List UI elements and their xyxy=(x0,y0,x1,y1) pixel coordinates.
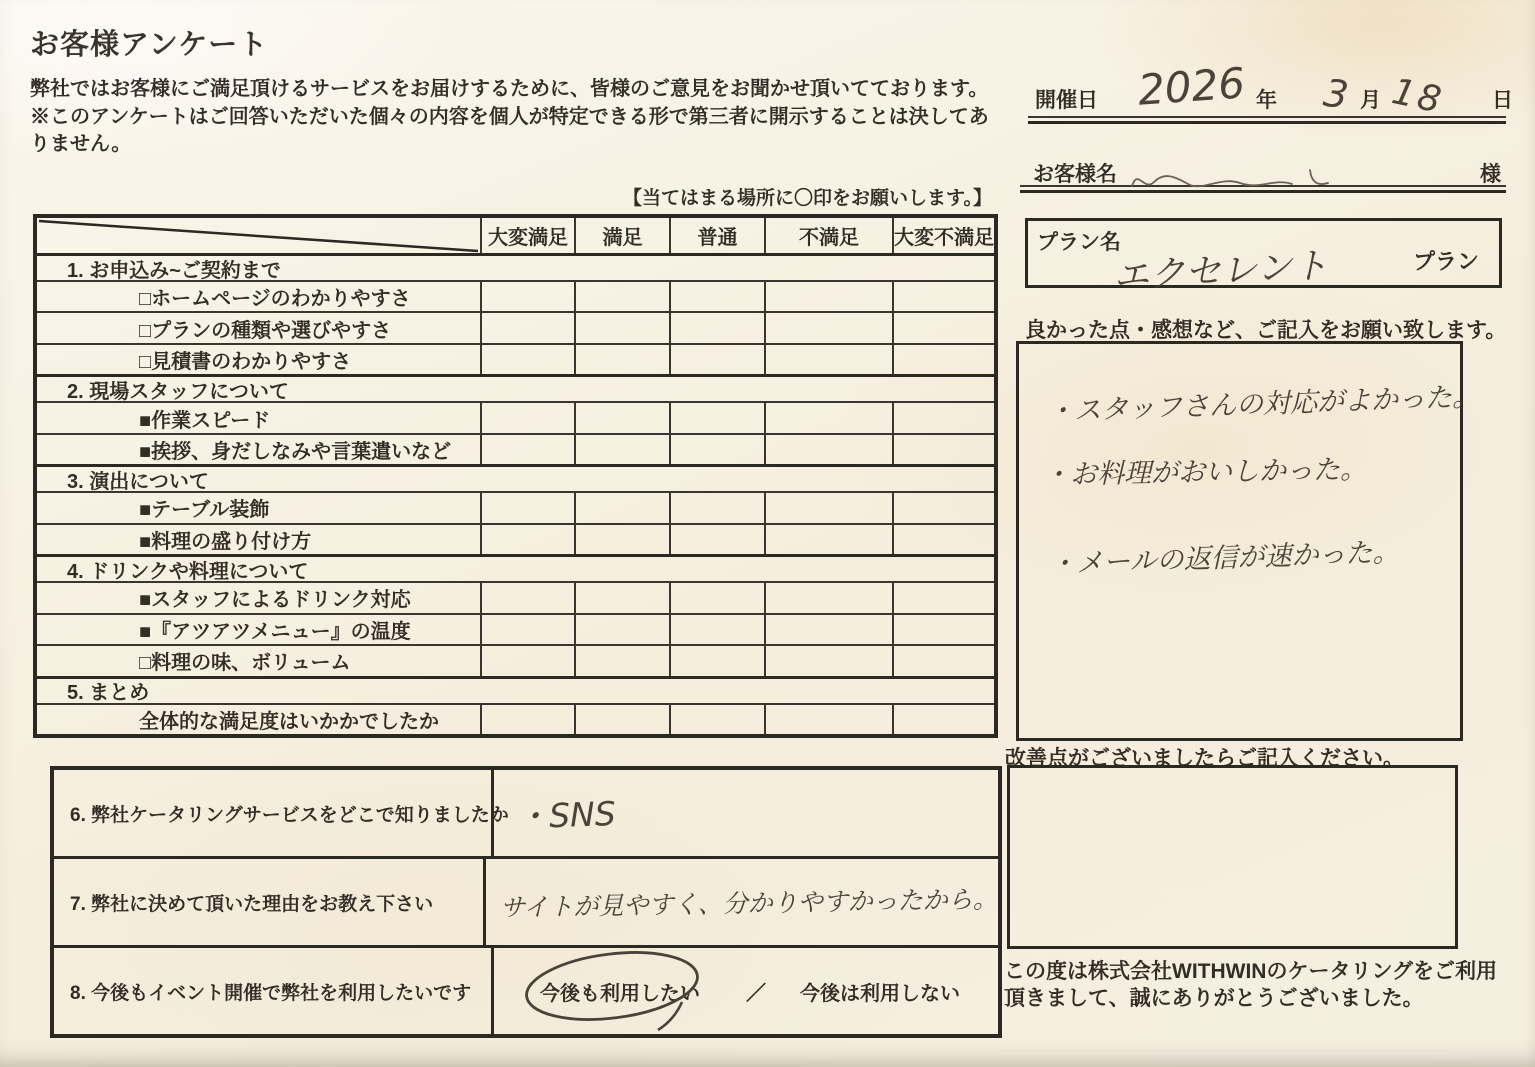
item-label: ■スタッフによるドリンク対応 xyxy=(139,589,411,612)
rating-cell-大変不満足 xyxy=(892,646,994,675)
survey-item-row xyxy=(37,581,994,612)
question-table xyxy=(50,766,1002,1038)
rating-cell-大変不満足 xyxy=(892,313,994,342)
rating-cell-普通 xyxy=(669,435,764,464)
item-label: ■テーブル装飾 xyxy=(139,499,270,522)
section-title: 1. お申込み~ご契約まで xyxy=(67,259,281,282)
item-label: □ホームページのわかりやすさ xyxy=(139,288,411,311)
handwritten-month: 3 xyxy=(1321,70,1352,118)
rating-cell-大変不満足 xyxy=(892,493,994,522)
rating-cell-不満足 xyxy=(764,435,892,464)
item-label: 全体的な満足度はいかかでしたか xyxy=(139,710,439,733)
survey-item-row xyxy=(37,343,994,374)
rating-cell-普通 xyxy=(669,313,764,342)
question-row-6 xyxy=(54,770,998,856)
column-header: 普通 xyxy=(669,218,764,253)
rating-cell-満足 xyxy=(574,525,669,554)
diagonal-line xyxy=(37,218,480,253)
handwritten-comment-line: ・メールの返信が速かった。 xyxy=(1048,536,1401,581)
rating-cell-不満足 xyxy=(764,525,892,554)
option-will-not-use: 今後は利用しない xyxy=(800,982,960,1005)
rating-cell-不満足 xyxy=(764,615,892,644)
rating-cell-満足 xyxy=(574,313,669,342)
handwritten-comment-line: ・スタッフさんの対応がよかった。 xyxy=(1046,381,1480,428)
rating-cell-大変不満足 xyxy=(892,705,994,734)
rating-cell-満足 xyxy=(574,345,669,374)
rating-cell-大変満足 xyxy=(480,435,574,464)
item-label: ■料理の盛り付け方 xyxy=(139,530,312,553)
date-underline xyxy=(1028,116,1506,124)
header-corner-cell xyxy=(37,218,480,253)
rating-cell-大変不満足 xyxy=(892,403,994,432)
rating-cell-普通 xyxy=(669,615,764,644)
section-title: 2. 現場スタッフについて xyxy=(67,380,289,403)
survey-item-row xyxy=(37,613,994,644)
survey-item-row xyxy=(37,401,994,432)
instruction-note: 【当てはまる場所に〇印をお願いします。】 xyxy=(623,188,992,209)
rating-cell-満足 xyxy=(574,493,669,522)
rating-cell-満足 xyxy=(574,583,669,612)
day-suffix: 日 xyxy=(1492,89,1513,112)
rating-cell-大変不満足 xyxy=(892,345,994,374)
rating-cell-満足 xyxy=(574,403,669,432)
rating-cell-不満足 xyxy=(764,403,892,432)
survey-item-row xyxy=(37,644,994,675)
handwritten-comment-line: ・お料理がおいしかった。 xyxy=(1042,454,1368,491)
rating-cell-普通 xyxy=(669,282,764,311)
rating-cell-大変満足 xyxy=(480,705,574,734)
column-header: 不満足 xyxy=(764,218,892,253)
rating-cell-満足 xyxy=(574,282,669,311)
question-label: 6. 弊社ケータリングサービスをどこで知りましたか xyxy=(54,770,494,856)
rating-cell-不満足 xyxy=(764,345,892,374)
survey-item-row xyxy=(37,311,994,342)
item-label: □料理の味、ボリューム xyxy=(139,652,351,675)
option-will-use-again: 今後も利用したい xyxy=(534,977,706,1006)
plan-label: プラン名 xyxy=(1037,231,1121,254)
rating-cell-不満足 xyxy=(764,493,892,522)
intro-line-2: ※このアンケートはご回答いただいた個々の内容を個人が特定できる形で第三者に開示することは決してありません。 xyxy=(30,105,989,156)
rating-cell-大変満足 xyxy=(480,345,574,374)
customer-name-suffix: 様 xyxy=(1480,163,1501,186)
rating-cell-大変不満足 xyxy=(892,583,994,612)
handwritten-circle-mark xyxy=(504,944,724,1034)
section-title: 4. ドリンクや料理について xyxy=(67,560,309,583)
improvement-box xyxy=(1007,765,1458,949)
item-label: ■作業スピード xyxy=(139,409,271,432)
rating-cell-不満足 xyxy=(764,313,892,342)
section-header-row xyxy=(37,676,994,703)
rating-cell-大変満足 xyxy=(480,282,574,311)
month-suffix: 月 xyxy=(1360,89,1381,112)
handwritten-year: 2026 xyxy=(1136,58,1247,115)
rating-cell-大変満足 xyxy=(480,615,574,644)
section-header-row xyxy=(37,374,994,401)
rating-table xyxy=(33,214,998,738)
plan-name-box xyxy=(1025,218,1502,298)
question-row-8 xyxy=(54,945,998,1034)
rating-cell-大変不満足 xyxy=(892,525,994,554)
rating-cell-普通 xyxy=(669,583,764,612)
intro-text xyxy=(30,76,998,159)
item-label: □プランの種類や選びやすさ xyxy=(139,319,392,342)
handwritten-plan-name: エクセレント xyxy=(1112,245,1330,298)
rating-cell-不満足 xyxy=(764,583,892,612)
rating-cell-満足 xyxy=(574,615,669,644)
section-header-row xyxy=(37,253,994,280)
rating-cell-普通 xyxy=(669,403,764,432)
column-header: 大変満足 xyxy=(480,218,574,253)
handwritten-answer-q6: ・SNS xyxy=(515,793,617,836)
rating-cell-大変満足 xyxy=(480,313,574,342)
rating-cell-大変満足 xyxy=(480,525,574,554)
question-label: 8. 今後もイベント開催で弊社を利用したいです xyxy=(54,948,494,1034)
rating-cell-普通 xyxy=(669,493,764,522)
rating-table-header xyxy=(37,218,994,253)
good-points-box xyxy=(1016,341,1480,741)
item-label: ■挨拶、身だしなみや言葉遣いなど xyxy=(139,441,452,464)
year-suffix: 年 xyxy=(1256,89,1277,112)
plan-suffix: プラン xyxy=(1412,249,1479,274)
rating-cell-満足 xyxy=(574,435,669,464)
section-title: 5. まとめ xyxy=(67,682,150,705)
rating-cell-満足 xyxy=(574,646,669,675)
question-row-7 xyxy=(54,856,998,945)
rating-cell-大変満足 xyxy=(480,583,574,612)
customer-name-label: お客様名 xyxy=(1033,163,1117,186)
question-label: 7. 弊社に決めて頂いた理由をお教え下さい xyxy=(54,859,486,945)
handwritten-answer-q7: サイトが見やすく、分かりやすかったから。 xyxy=(500,884,999,923)
rating-cell-不満足 xyxy=(764,282,892,311)
item-label: ■『アツアツメニュー』の温度 xyxy=(139,620,411,643)
rating-cell-普通 xyxy=(669,525,764,554)
item-label: □見積書のわかりやすさ xyxy=(139,351,352,374)
intro-line-1: 弊社ではお客様にご満足頂けるサービスをお届けするために、皆様のご意見をお聞かせ頂いてております。 xyxy=(30,78,989,100)
improvement-label: 改善点がございましたらご記入ください。 xyxy=(1005,747,1404,770)
handwritten-day: 18 xyxy=(1388,71,1448,122)
section-title: 3. 演出について xyxy=(67,470,209,493)
rating-cell-大変不満足 xyxy=(892,435,994,464)
column-header: 大変不満足 xyxy=(892,218,994,253)
section-header-row xyxy=(37,464,994,491)
survey-item-row xyxy=(37,280,994,311)
rating-cell-普通 xyxy=(669,646,764,675)
survey-item-row xyxy=(37,433,994,464)
rating-cell-満足 xyxy=(574,705,669,734)
survey-item-row xyxy=(37,703,994,734)
section-header-row xyxy=(37,554,994,581)
rating-cell-不満足 xyxy=(764,646,892,675)
rating-cell-普通 xyxy=(669,345,764,374)
handwritten-name-scribble xyxy=(1128,162,1358,196)
rating-cell-大変不満足 xyxy=(892,282,994,311)
rating-cell-普通 xyxy=(669,705,764,734)
option-separator: ／ xyxy=(746,982,766,1005)
rating-cell-不満足 xyxy=(764,705,892,734)
rating-cell-大変満足 xyxy=(480,493,574,522)
thank-you-text: この度は株式会社WITHWINのケータリングをご利用頂きまして、誠にありがとうございました。 xyxy=(1004,960,1498,1011)
rating-cell-大変満足 xyxy=(480,646,574,675)
event-date-label: 開催日 xyxy=(1035,89,1098,112)
survey-item-row xyxy=(37,491,994,522)
column-header: 満足 xyxy=(574,218,669,253)
rating-cell-大変不満足 xyxy=(892,615,994,644)
survey-item-row xyxy=(37,523,994,554)
rating-cell-大変満足 xyxy=(480,403,574,432)
good-points-label: 良かった点・感想など、ご記入をお願い致します。 xyxy=(1025,319,1507,342)
page-title: お客様アンケート xyxy=(30,29,269,61)
